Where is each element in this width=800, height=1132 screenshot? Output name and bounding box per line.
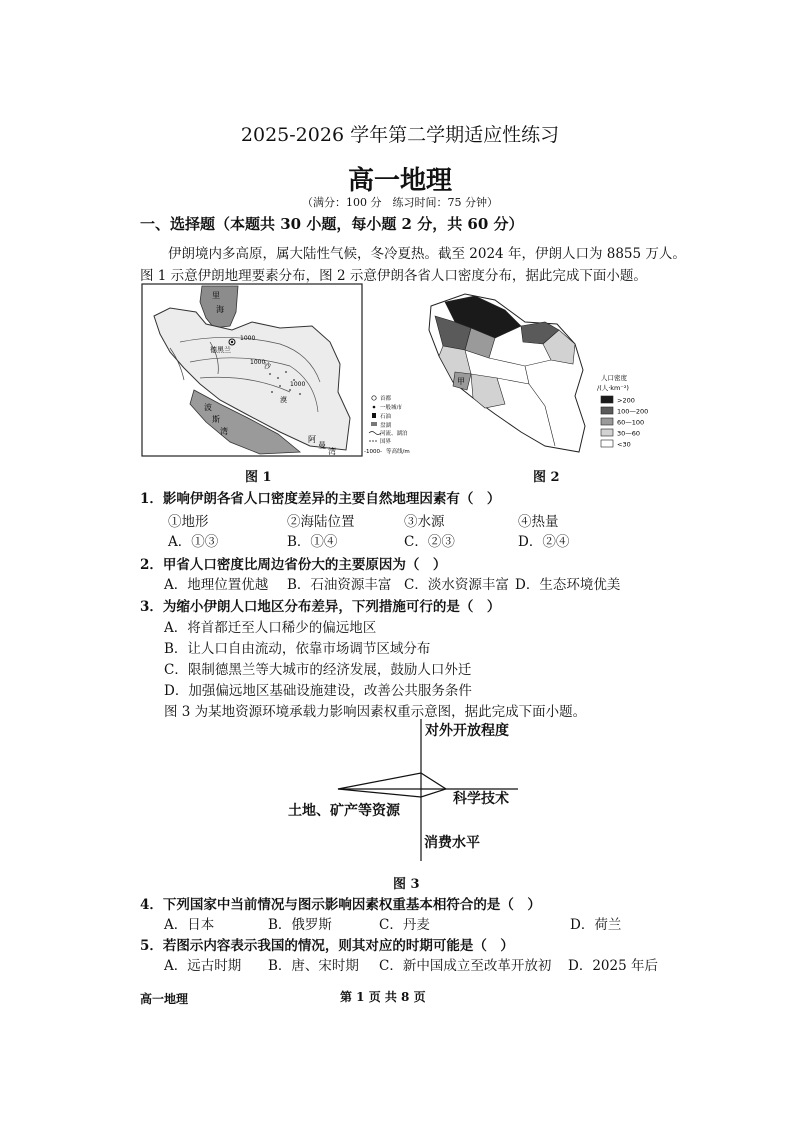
map-label: 曼	[318, 441, 326, 450]
axis-bottom-label: 消费水平	[424, 835, 480, 851]
legend-item: 首都	[380, 396, 392, 402]
map-label: 海	[216, 305, 224, 314]
q3-option-b[interactable]: B．让人口自由流动，依靠市场调节区域分布	[164, 641, 431, 657]
province-jia-label: 甲	[457, 377, 465, 386]
section-heading: 一、选择题（本题共 30 小题，每小题 2 分，共 60 分）	[140, 215, 524, 233]
intro-line-1: 伊朗境内多高原，属大陆性气候，冬冷夏热。截至 2024 年，伊朗人口为 8855 万人。	[168, 246, 686, 262]
footer-subject: 高一地理	[140, 992, 189, 1006]
q5-option-a[interactable]: A．远古时期	[164, 958, 242, 974]
q1-item-1: ①地形	[168, 514, 209, 530]
question-5-stem: 5．若图示内容表示我国的情况，则其对应的时期可能是（ ）	[140, 938, 514, 954]
map-label: 湾	[220, 427, 228, 436]
legend-contour: -1000-	[364, 449, 382, 455]
legend-label: 100—200	[617, 407, 649, 416]
q1-item-2: ②海陆位置	[287, 514, 355, 530]
map-label: 德黑兰	[210, 346, 231, 354]
map-label: 斯	[212, 415, 220, 424]
legend-label: >200	[617, 396, 635, 405]
map-label: 沙	[264, 362, 271, 370]
q1-option-a[interactable]: A．①③	[168, 534, 219, 550]
q1-item-3: ③水源	[404, 514, 445, 530]
q5-option-d[interactable]: D．2025 年后	[568, 958, 658, 974]
legend-item: 盘湖	[380, 423, 392, 429]
map-label: 波	[204, 403, 212, 412]
q1-item-4: ④热量	[518, 514, 559, 530]
legend-swatch	[601, 418, 613, 425]
intro-line-2: 图 1 示意伊朗地理要素分布，图 2 示意伊朗各省人口密度分布，据此完成下面小题。	[140, 268, 647, 284]
q1-option-b[interactable]: B．①④	[287, 534, 338, 550]
q4-option-a[interactable]: A．日本	[164, 917, 215, 933]
map-label: 漠	[280, 396, 287, 404]
exam-meta: （满分：100 分 练习时间：75 分钟）	[302, 196, 498, 209]
legend-swatch	[601, 407, 613, 414]
figure-3-caption: 图 3	[393, 877, 420, 892]
q1-option-c[interactable]: C．②③	[404, 534, 455, 550]
legend-item: 石油	[380, 414, 392, 420]
q3-option-d[interactable]: D．加强偏远地区基础设施建设，改善公共服务条件	[164, 683, 472, 699]
q5-option-c[interactable]: C．新中国成立至改革开放初	[379, 958, 552, 974]
question-4-stem: 4．下列国家中当前情况与图示影响因素权重基本相符合的是（ ）	[140, 897, 541, 913]
question-2-stem: 2．甲省人口密度比周边省份大的主要原因为（ ）	[140, 557, 447, 573]
map-label: 阿	[308, 435, 316, 444]
q2-option-d[interactable]: D．生态环境优美	[515, 577, 621, 593]
legend-swatch	[601, 396, 613, 403]
legend-swatch	[601, 429, 613, 436]
intro-figure-3: 图 3 为某地资源环境承载力影响因素权重示意图，据此完成下面小题。	[164, 704, 587, 720]
legend-item: 河流、湖泊	[380, 431, 408, 437]
map-label: 里	[212, 291, 220, 300]
legend-label: 60—100	[617, 418, 645, 427]
q4-option-b[interactable]: B．俄罗斯	[268, 917, 332, 933]
figure-1-caption: 图 1	[245, 470, 272, 485]
question-3-stem: 3．为缩小伊朗人口地区分布差异，下列措施可行的是（ ）	[140, 599, 501, 615]
q1-option-d[interactable]: D．②④	[518, 534, 570, 550]
figure-2-caption: 图 2	[533, 470, 560, 485]
contour-label: 1000	[240, 335, 256, 342]
q2-option-a[interactable]: A．地理位置优越	[164, 577, 269, 593]
contour-label: 1000	[250, 359, 266, 366]
legend-item: 一般城市	[380, 405, 403, 411]
legend-title: 人口密度	[601, 374, 627, 382]
legend-item: 国界	[380, 439, 392, 445]
figure-1-map	[140, 282, 410, 460]
legend-swatch	[601, 440, 613, 447]
axis-left-label: 土地、矿产等资源	[288, 803, 400, 819]
q3-option-a[interactable]: A．将首都迁至人口稀少的偏远地区	[164, 620, 377, 636]
legend-unit: /(人·km⁻²)	[597, 384, 629, 392]
q2-option-c[interactable]: C．淡水资源丰富	[404, 577, 509, 593]
q5-option-b[interactable]: B．唐、宋时期	[268, 958, 359, 974]
legend-label: 30—60	[617, 429, 641, 438]
legend-item: 等高线/m	[386, 449, 410, 455]
axis-top-label: 对外开放程度	[425, 723, 509, 739]
axis-right-label: 科学技术	[453, 791, 509, 807]
footer-page-number: 第 1 页 共 8 页	[340, 990, 426, 1004]
subject-title: 高一地理	[347, 166, 452, 196]
map-label: 湾	[328, 447, 336, 456]
question-1-stem: 1．影响伊朗各省人口密度差异的主要自然地理因素有（ ）	[140, 491, 501, 507]
legend-label: <30	[617, 440, 631, 449]
q4-option-d[interactable]: D．荷兰	[570, 917, 622, 933]
q2-option-b[interactable]: B．石油资源丰富	[287, 577, 392, 593]
q3-option-c[interactable]: C．限制德黑兰等大城市的经济发展，鼓励人口外迁	[164, 662, 472, 678]
q4-option-c[interactable]: C．丹麦	[379, 917, 430, 933]
figure-2-map	[425, 286, 665, 456]
exam-title: 2025-2026 学年第二学期适应性练习	[240, 124, 560, 146]
contour-label: 1000	[290, 381, 306, 388]
